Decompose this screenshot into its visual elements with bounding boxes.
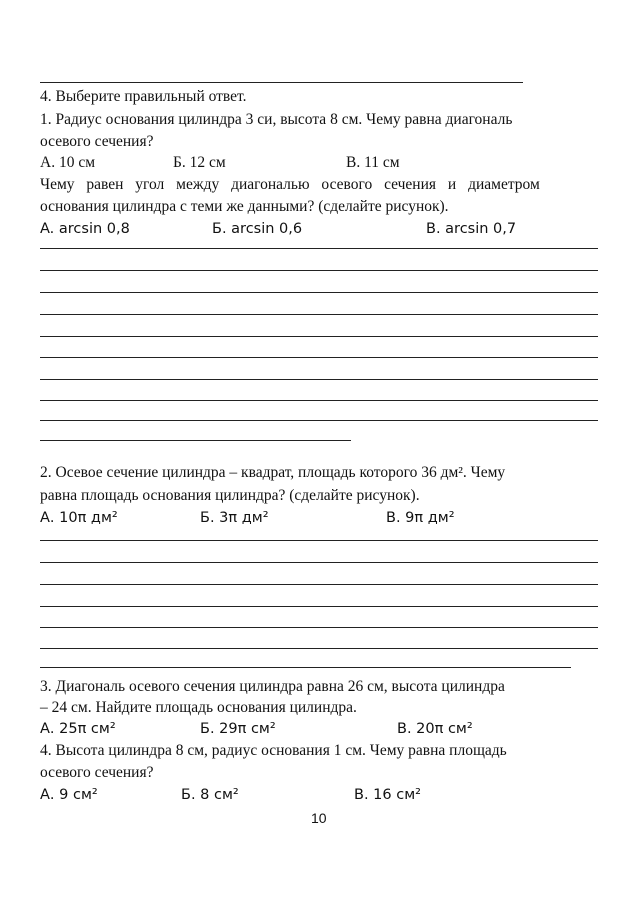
q1-text-line1 bbox=[40, 109, 600, 131]
q4-option-b[interactable]: Б. 8 см² bbox=[181, 787, 239, 803]
page-number: 10 bbox=[311, 810, 327, 826]
answer-line bbox=[40, 248, 598, 249]
q3-option-c[interactable]: В. 20π см² bbox=[397, 721, 473, 737]
q4-text-line1: 4. Высота цилиндра 8 см, радиус основания 1 см. Чему равна площадь bbox=[40, 742, 507, 759]
answer-line bbox=[40, 357, 598, 358]
answer-line bbox=[40, 540, 598, 541]
q1-followup-option-a[interactable]: A. arcsin 0,8 bbox=[40, 221, 130, 237]
answer-line bbox=[40, 420, 598, 421]
q2-option-a[interactable]: А. 10π дм² bbox=[40, 510, 118, 526]
answer-line bbox=[40, 379, 598, 380]
q3-option-a[interactable]: А. 25π см² bbox=[40, 721, 116, 737]
answer-line bbox=[40, 270, 598, 271]
top-divider-line bbox=[40, 82, 523, 83]
answer-line bbox=[40, 400, 598, 401]
answer-line bbox=[40, 336, 598, 337]
q4-text-line2: осевого сечения? bbox=[40, 764, 154, 781]
answer-line bbox=[40, 314, 598, 315]
q4-option-a[interactable]: А. 9 см² bbox=[40, 787, 98, 803]
q1-option-a[interactable]: А. 10 см bbox=[40, 154, 96, 171]
q3-text-line2: – 24 см. Найдите площадь основания цилиндра. bbox=[40, 699, 357, 716]
answer-line bbox=[40, 440, 351, 441]
q2-text-line2: равна площадь основания цилиндра? (сделайте рисунок). bbox=[40, 487, 420, 504]
answer-line bbox=[40, 667, 571, 668]
q1-followup-line1: Чему равен угол между диагональю осевого сечения и диаметром bbox=[40, 176, 540, 193]
q1-followup-option-c[interactable]: В. arcsin 0,7 bbox=[426, 221, 517, 237]
q3-option-b[interactable]: Б. 29π см² bbox=[200, 721, 276, 737]
answer-line bbox=[40, 627, 598, 628]
q3-text-line1: 3. Диагональ осевого сечения цилиндра равна 26 см, высота цилиндра bbox=[40, 678, 505, 695]
answer-line bbox=[40, 648, 598, 649]
answer-line bbox=[40, 562, 598, 563]
q1-option-b[interactable]: Б. 12 см bbox=[173, 154, 226, 171]
q2-option-b[interactable]: Б. 3π дм² bbox=[200, 510, 269, 526]
q1-text-line2: осевого сечения? bbox=[40, 133, 154, 150]
q2-text-line1: 2. Осевое сечение цилиндра – квадрат, площадь которого 36 дм². Чему bbox=[40, 464, 506, 481]
q2-option-c[interactable]: В. 9π дм² bbox=[386, 510, 455, 526]
q4-option-c[interactable]: В. 16 см² bbox=[354, 787, 421, 803]
answer-line bbox=[40, 606, 598, 607]
q1-followup-line2: основания цилиндра с теми же данными? (сделайте рисунок). bbox=[40, 198, 449, 215]
answer-line bbox=[40, 584, 598, 585]
section-heading: 4. Выберите правильный ответ. bbox=[40, 88, 247, 105]
q1-line1-text: 1. Радиус основания цилиндра 3 си, высота 8 см. Чему равна диагональ bbox=[40, 111, 513, 128]
q1-followup-option-b[interactable]: Б. arcsin 0,6 bbox=[212, 221, 303, 237]
q1-option-c[interactable]: В. 11 см bbox=[346, 154, 400, 171]
answer-line bbox=[40, 292, 598, 293]
